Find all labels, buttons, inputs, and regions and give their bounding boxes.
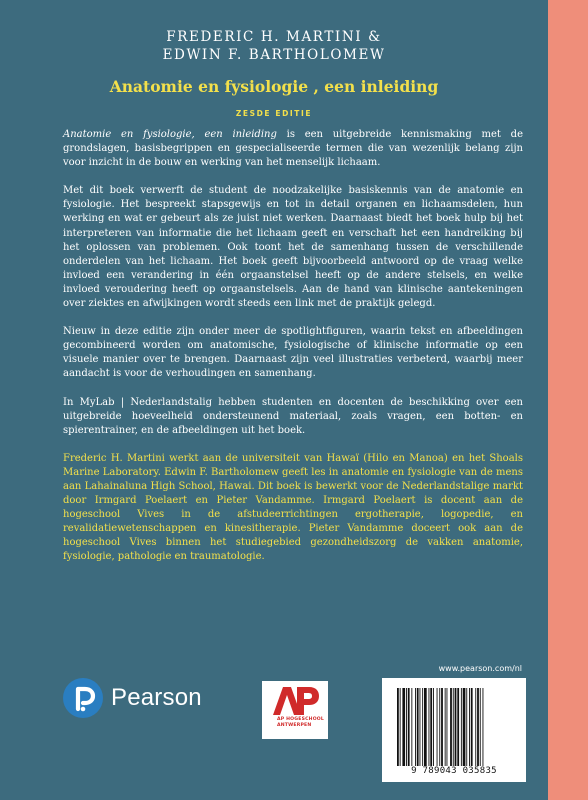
paragraph-mylab: In MyLab | Nederlandstalig hebben studenten en docenten de beschikking over een uitgebreide hoeveelheid ondersteunend materiaal, zoals vragen, een botten- en spierentrainer, en de afbeeldingen uit het boek. xyxy=(63,396,523,436)
barcode-bar xyxy=(430,688,432,766)
barcode-bar xyxy=(429,688,430,766)
barcode-bar xyxy=(457,688,459,766)
barcode-bar xyxy=(450,688,452,766)
author-1: FREDERIC H. MARTINI & xyxy=(166,29,382,45)
barcode-bar xyxy=(420,688,421,766)
blurb xyxy=(63,128,523,565)
author-2: EDWIN F. BARTHOLOMEW xyxy=(162,47,386,63)
barcode-bar xyxy=(437,688,438,766)
book-title: Anatomie en fysiologie , een inleiding xyxy=(109,77,439,96)
pearson-wordmark: Pearson xyxy=(111,684,202,711)
barcode-bar xyxy=(463,688,466,766)
barcode-bar xyxy=(408,688,410,766)
pearson-logo xyxy=(63,678,202,718)
paragraph-new-edition: Nieuw in deze editie zijn onder meer de spotlightfiguren, waarin tekst en afbeeldingen gecombineerd worden om anatomische, fysiologische of klinische informatie op een visuele manier over te brengen. Daarnaast zijn veel illustraties verbeterd, waarbij meer aandacht is voor de verhoudingen en samenhang. xyxy=(63,326,523,380)
website-url: www.pearson.com/nl xyxy=(438,664,522,673)
barcode xyxy=(382,678,526,782)
barcode-bar xyxy=(471,688,473,766)
barcode-bar xyxy=(447,688,448,766)
barcode-bar xyxy=(441,688,443,766)
intro-text: is een uitgebreide kennismaking met de grondslagen, basisbegrippen en gespecialiseerde termen die van wezenlijk belang zijn voor inzicht in de bouw en werking van het menselijk lichaam. xyxy=(63,129,523,169)
barcode-bar xyxy=(397,688,399,766)
barcode-bar xyxy=(411,688,412,766)
author-bio: Frederic H. Martini werkt aan de universiteit van Hawaï (Hilo en Manoa) en het Shoals Marine Laboratory. Edwin F. Bartholomew geeft les in anatomie en fysiologie van de mens aan Lahainaluna High School, Hawai. Dit boek is bewerkt voor de Nederlandstalige markt door Irmgard Poelaert en Pieter Vandamme. Irmgard Poelaert is docent aan de hogeschool Vives in de afstudeerrichtingen ergotherapie, logopedie, en revalidatiewetenschappen en kinesitherapie. Pieter Vandamme doceert ook aan de hogeschool Vives binnen het studiegebied gezondheidszorg de vakken anatomie, fysiologie, pathologie en traumatologie. xyxy=(63,452,523,563)
intro-italic-title: Anatomie en fysiologie, een inleiding xyxy=(63,129,277,140)
isbn-number: 9 789043 035835 xyxy=(411,766,497,776)
barcode-bar xyxy=(406,688,407,766)
barcode-bar xyxy=(445,688,446,766)
barcode-bar xyxy=(415,688,416,766)
barcode-bar xyxy=(477,688,479,766)
barcode-bar xyxy=(439,688,440,766)
barcode-icon xyxy=(396,688,512,766)
barcode-bar xyxy=(480,688,481,766)
barcode-bar xyxy=(400,688,401,766)
barcode-bar xyxy=(453,688,454,766)
ap-hogeschool-logo xyxy=(262,681,328,739)
edition-label: ZESDE EDITIE xyxy=(235,109,313,118)
pearson-logo-icon xyxy=(63,678,103,718)
barcode-bar xyxy=(469,688,470,766)
barcode-bar xyxy=(402,688,405,766)
barcode-bar xyxy=(455,688,457,766)
paragraph-basics: Met dit boek verwerft de student de noodzakelijke basiskennis van de anatomie en fysiologie. Het bespreekt stapsgewijs en tot in detail organen en lichaamsdelen, hun werking en wat er gebeurt als ze juist niet werken. Daarnaast biedt het boek hulp bij het interpreteren van informatie die het lichaam geeft en verschaft het een handreiking bij het oplossen van problemen. Ook toont het de samenhang tussen de verschillende onderdelen van het lichaam. Het boek geeft bijvoorbeeld antwoord op de vraag welke invloed een verandering in één orgaanstelsel heeft op de andere stelsels, en welke invloed veroudering heeft op orgaanstelsels. Aan de hand van klinische aantekeningen over ziektes en afwijkingen wordt steeds een link met de praktijk gelegd. xyxy=(63,185,523,310)
barcode-bar xyxy=(417,688,419,766)
ap-hogeschool-logo-icon xyxy=(271,687,319,715)
barcode-bar xyxy=(466,688,467,766)
spine-edge xyxy=(548,0,588,800)
ap-hogeschool-name: AP HOGESCHOOL ANTWERPEN xyxy=(277,717,325,728)
barcode-bar xyxy=(422,688,423,766)
authors xyxy=(0,28,548,64)
barcode-bar xyxy=(483,688,484,766)
barcode-bar xyxy=(475,688,476,766)
barcode-bar xyxy=(424,688,427,766)
barcode-bar xyxy=(433,688,434,766)
intro-paragraph xyxy=(63,128,523,170)
barcode-bar xyxy=(461,688,462,766)
